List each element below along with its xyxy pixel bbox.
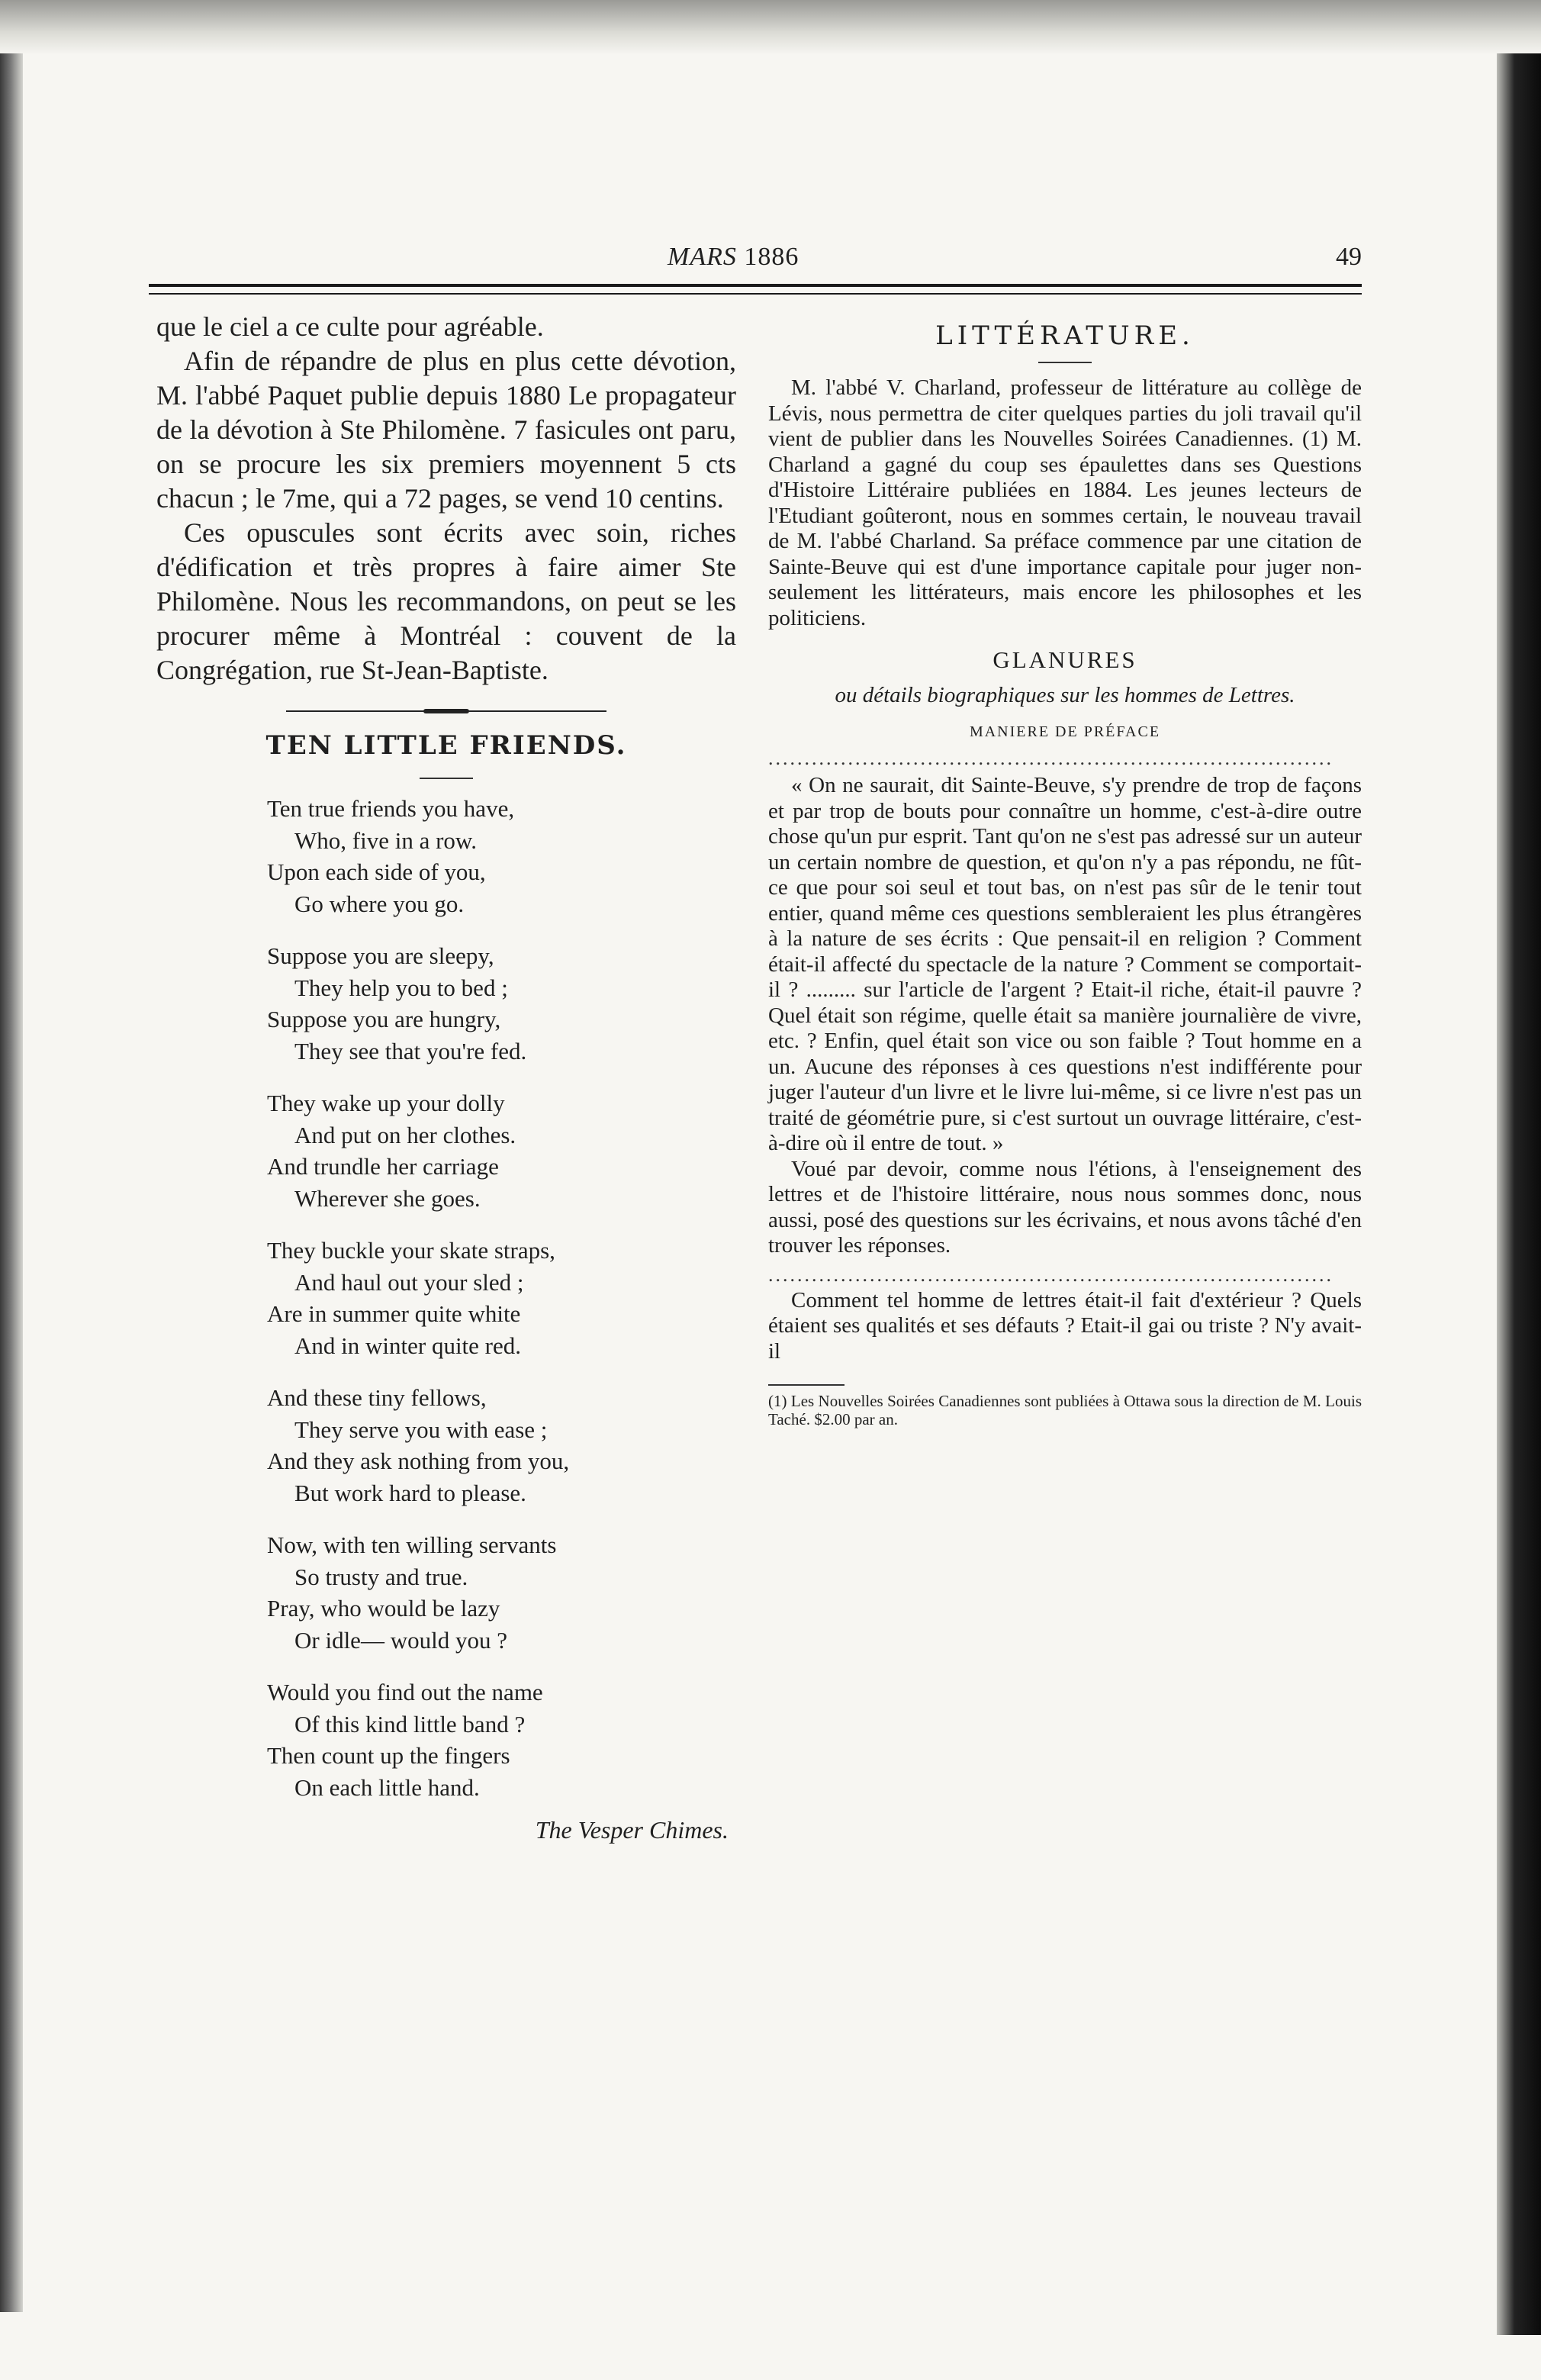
- poem-line: Of this kind little band ?: [294, 1710, 526, 1737]
- poem-line: They buckle your skate straps,: [267, 1237, 555, 1264]
- poem-stanza: [267, 1676, 736, 1803]
- poem-stanza: [267, 793, 736, 919]
- poem-stanza: [267, 1529, 736, 1656]
- header-rule-thin: [149, 293, 1362, 295]
- poem-line: Wherever she goes.: [294, 1184, 481, 1212]
- poem-attribution: The Vesper Chimes.: [535, 1816, 729, 1844]
- header-date: [668, 243, 799, 272]
- poem-stanza: [267, 1382, 736, 1509]
- header-month: MARS: [668, 243, 737, 271]
- scan-right-border: [1497, 53, 1541, 2335]
- paragraph-3-text: Comment tel homme de lettres était-il fait d'extérieur ? Quels étaient ses qualités et ses défauts ? Etait-il gai ou triste ? N'y avait-il: [768, 1287, 1362, 1364]
- poem-line: Upon each side of you,: [267, 858, 486, 885]
- paragraph-2-text: Voué par devoir, comme nous l'étions, à l'enseignement des lettres et de l'histoire littéraire, nous nous sommes donc, nous aussi, posé des questions sur les écrivains, et nous avons tâché d'en trouver les réponses.: [768, 1156, 1362, 1258]
- poem-line: Or idle— would you ?: [294, 1626, 507, 1654]
- left-paragraph-1: que le ciel a ce culte pour agréable.: [156, 311, 544, 342]
- poem-line: And haul out your sled ;: [294, 1268, 524, 1296]
- page: [149, 0, 1362, 2380]
- poem-line: Would you find out the name: [267, 1679, 543, 1705]
- intro-paragraph-text: M. l'abbé V. Charland, professeur de littérature au collège de Lévis, nous permettra de citer quelques parties du joli travail qu'il vient de publier dans les Nouvelles Soirées Canadiennes. (1) M. Charland a gagné du coup ses épaulettes dans ses Questions d'Histoire Littéraire publiées en 1884. Les jeunes lecteurs de l'Etudiant goûteront, nous en sommes certain, le nouveau travail de M. l'abbé Charland. Sa préface commence par une citation de Sainte-Beuve qui est d'une importance capitale pour juger non-seulement les littérateurs, mais encore les philosophes et les politiciens.: [768, 375, 1362, 630]
- glanures-title: GLANURES: [992, 646, 1137, 673]
- poem-line: And in winter quite red.: [294, 1332, 522, 1359]
- poem-line: And these tiny fellows,: [267, 1384, 487, 1411]
- poem-line: They serve you with ease ;: [294, 1415, 548, 1443]
- dotted-separator: ..............................................................................: [768, 749, 1333, 768]
- intro-paragraph: [768, 375, 1362, 631]
- header-year: 1886: [744, 243, 799, 271]
- page-number: 49: [1336, 243, 1362, 271]
- left-paragraph-3: [156, 516, 736, 688]
- maniere-heading: MANIERE DE PRÉFACE: [969, 723, 1161, 740]
- title-rule: [420, 778, 473, 779]
- section-title-rule: [1038, 362, 1092, 363]
- poem-stanza: [267, 940, 736, 1067]
- right-column: [768, 320, 1362, 1428]
- poem-line: They see that you're fed.: [294, 1037, 527, 1064]
- quote-paragraph: [768, 773, 1362, 1157]
- poem-line: Ten true friends you have,: [267, 795, 515, 822]
- poem-line: Now, with ten willing servants: [267, 1531, 557, 1558]
- left-paragraph-2-text: Afin de répandre de plus en plus cette dévotion, M. l'abbé Paquet publie depuis 1880 Le propagateur de la dévotion à Ste Philomène. 7 fasicules ont paru, on se procure les six premiers moyennent 5 cts chacun ; le 7me, qui a 72 pages, se vend 10 centins.: [156, 346, 736, 514]
- poem-line: Then count up the fingers: [267, 1742, 510, 1769]
- poem-line: Go where you go.: [294, 890, 465, 917]
- poem: [267, 793, 736, 1803]
- poem-line: Who, five in a row.: [294, 826, 478, 854]
- paragraph-2: [768, 1157, 1362, 1259]
- ornament-divider: [286, 709, 606, 713]
- poem-title: TEN LITTLE FRIENDS.: [265, 730, 627, 761]
- left-paragraph-3-text: Ces opuscules sont écrits avec soin, riches d'édification et très propres à faire aimer Ste Philomène. Nous les recommandons, on peut se les procurer même à Montréal : couvent de la Congrégation, rue St-Jean-Baptiste.: [156, 517, 736, 685]
- paragraph-3: [768, 1288, 1362, 1365]
- poem-line: Are in summer quite white: [267, 1300, 521, 1327]
- poem-line: And trundle her carriage: [267, 1153, 499, 1180]
- poem-stanza: [267, 1087, 736, 1214]
- poem-line: And they ask nothing from you,: [267, 1448, 570, 1474]
- poem-line: Pray, who would be lazy: [267, 1595, 500, 1622]
- footnote: (1) Les Nouvelles Soirées Canadiennes sont publiées à Ottawa sous la direction de M. Louis Taché. $2.00 par an.: [768, 1392, 1362, 1428]
- header-rule-thick: [149, 284, 1362, 287]
- quote-paragraph-text: « On ne saurait, dit Sainte-Beuve, s'y prendre de trop de façons et par trop de bouts pour connaître un homme, c'est-à-dire outre chose qu'un pur esprit. Tant qu'on ne s'est pas adressé sur un auteur un certain nombre de question, et qu'on n'y a pas répondu, ne fût-ce que pour soi seul et tout bas, on n'est pas sûr de le tenir tout entier, quand même ces questions sembleraient les plus étrangères à la nature de ses écrits : Que pensait-il en religion ? Comment était-il affecté du spectacle de la nature ? Comment se comportait-il ? ......... sur l'article de l'argent ? Etait-il riche, était-il pauvre ? Quel était son régime, quelle était sa manière journalière de vivre, etc. ? Enfin, quel était son vice ou son faible ? Tout homme en a un. Aucune des réponses à ces questions n'est indifférente pour juger l'auteur d'un livre et le livre lui-même, si ce livre n'est pas un traité de géométrie pure, si c'est surtout un ouvrage littéraire, c'est-à-dire où il entre de tout. »: [768, 773, 1362, 1155]
- section-title: LITTÉRATURE.: [935, 320, 1195, 351]
- scan-left-border: [0, 53, 23, 2312]
- poem-stanza: [267, 1235, 736, 1361]
- poem-line: They wake up your dolly: [267, 1090, 505, 1116]
- left-paragraph-2: [156, 344, 736, 516]
- poem-line: Suppose you are sleepy,: [267, 942, 494, 969]
- poem-line: On each little hand.: [294, 1773, 480, 1801]
- poem-line: But work hard to please.: [294, 1479, 526, 1506]
- poem-line: And put on her clothes.: [294, 1121, 516, 1148]
- left-column: [156, 310, 736, 1844]
- footnote-rule: [768, 1384, 844, 1386]
- glanures-subtitle: ou détails biographiques sur les hommes de Lettres.: [835, 683, 1295, 707]
- running-header: [149, 243, 1362, 278]
- poem-line: Suppose you are hungry,: [267, 1006, 501, 1032]
- poem-line: They help you to bed ;: [294, 974, 508, 1001]
- poem-line: So trusty and true.: [294, 1563, 468, 1590]
- dotted-separator-2: ..............................................................................: [768, 1264, 1333, 1285]
